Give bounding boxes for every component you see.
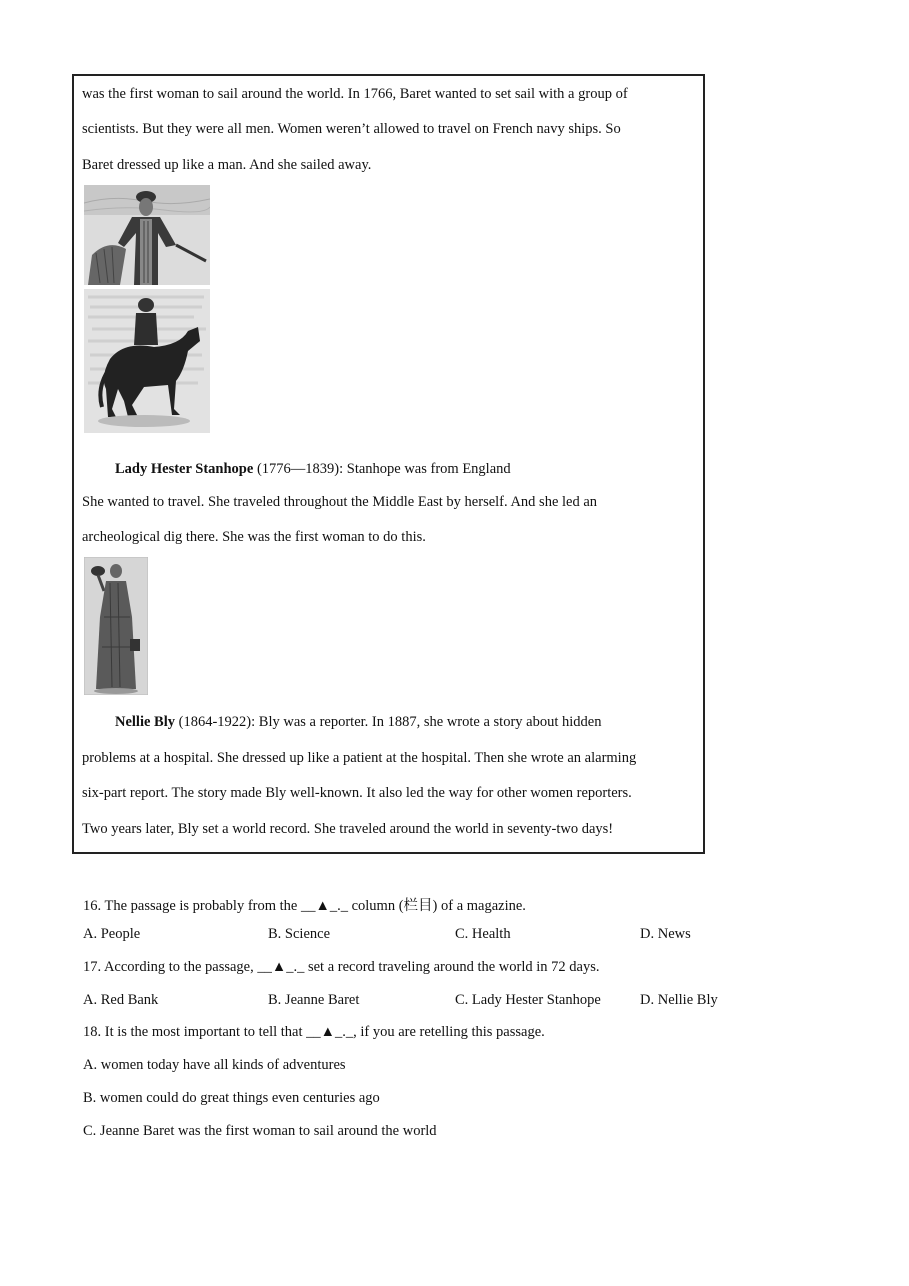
bly-heading — [115, 714, 601, 731]
stanhope-photo — [84, 289, 210, 433]
stanhope-heading — [115, 461, 511, 478]
passage-line: Baret dressed up like a man. And she sailed away. — [82, 157, 372, 173]
question-16-option-b[interactable]: B. Science — [268, 926, 331, 942]
passage-line: scientists. But they were all men. Women weren’t allowed to travel on French navy ships. So — [82, 121, 621, 137]
question-17-option-c[interactable]: C. Lady Hester Stanhope — [455, 992, 601, 1008]
question-18-option-b[interactable]: B. women could do great things even centuries ago — [83, 1090, 380, 1106]
question-16-option-d[interactable]: D. News — [640, 926, 691, 942]
question-17-option-d[interactable]: D. Nellie Bly — [640, 992, 718, 1008]
stanhope-dates: (1776—1839): Stanhope was from England — [253, 461, 511, 477]
passage-line: was the first woman to sail around the world. In 1766, Baret wanted to set sail with a group of — [82, 86, 628, 102]
passage-line: archeological dig there. She was the first woman to do this. — [82, 529, 426, 545]
question-17-option-b[interactable]: B. Jeanne Baret — [268, 992, 360, 1008]
question-18-stem: 18. It is the most important to tell that __▲_._, if you are retelling this passage. — [83, 1024, 545, 1040]
question-16-option-a[interactable]: A. People — [83, 926, 141, 942]
passage-line: six-part report. The story made Bly well-known. It also led the way for other women reporters. — [82, 785, 632, 801]
question-16-option-c[interactable]: C. Health — [455, 926, 511, 942]
bly-dates: (1864-1922): Bly was a reporter. In 1887, she wrote a story about hidden — [175, 714, 602, 730]
bly-photo — [84, 557, 148, 695]
question-17-stem: 17. According to the passage, __▲_._ set a record traveling around the world in 72 days. — [83, 959, 600, 975]
passage-line: She wanted to travel. She traveled throughout the Middle East by herself. And she led an — [82, 494, 598, 510]
question-16-stem: 16. The passage is probably from the __▲_._ column (栏目) of a magazine. — [83, 898, 526, 914]
baret-photo — [84, 185, 210, 285]
stanhope-name: Lady Hester Stanhope — [115, 461, 254, 477]
question-17-option-a[interactable]: A. Red Bank — [83, 992, 159, 1008]
question-18-option-c[interactable]: C. Jeanne Baret was the first woman to sail around the world — [83, 1123, 437, 1139]
question-18-option-a[interactable]: A. women today have all kinds of adventures — [83, 1057, 346, 1073]
passage-line: problems at a hospital. She dressed up like a patient at the hospital. Then she wrote an alarming — [82, 750, 637, 766]
bly-name: Nellie Bly — [115, 714, 176, 730]
passage-line: Two years later, Bly set a world record. She traveled around the world in seventy-two days! — [82, 821, 614, 837]
